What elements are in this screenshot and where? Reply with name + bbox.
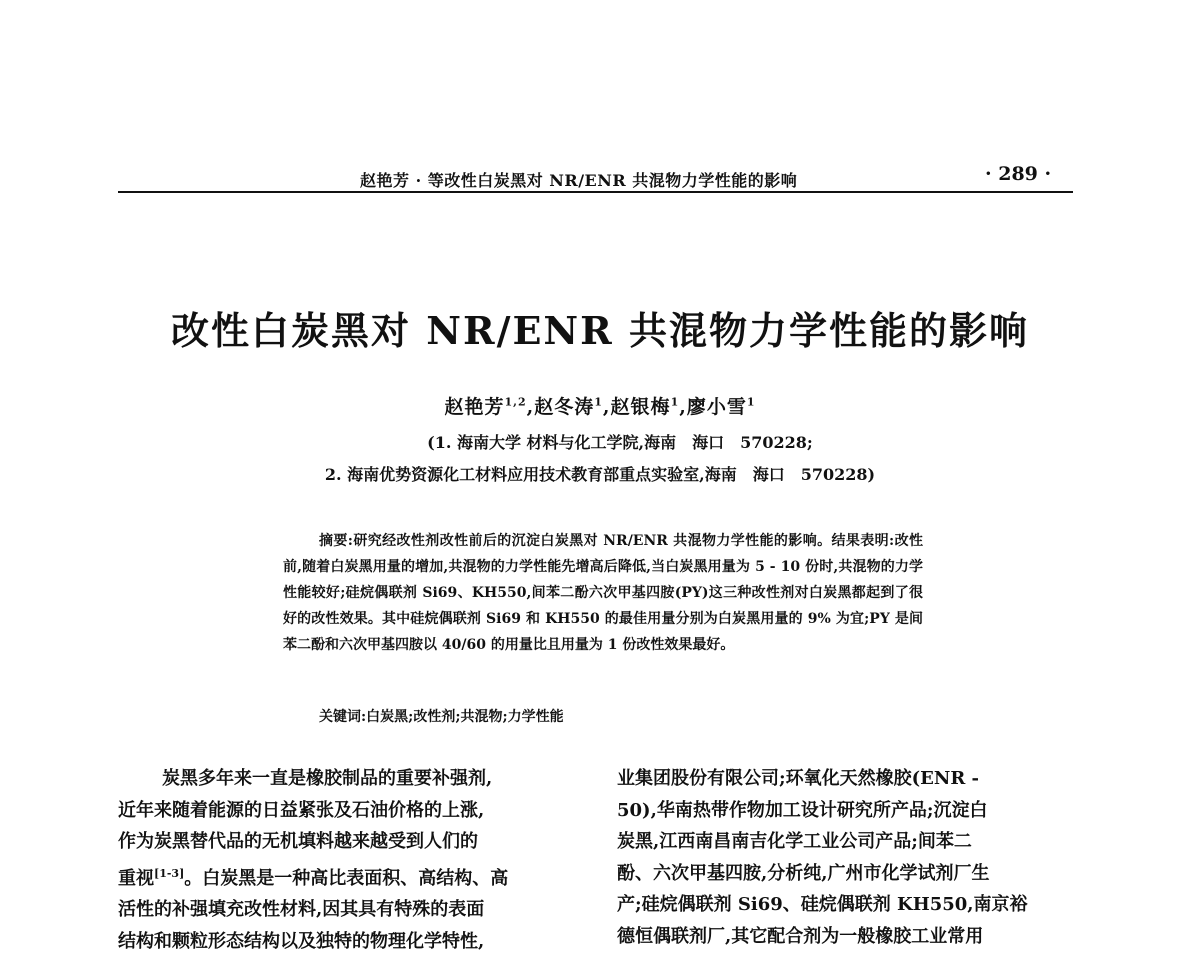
- keywords: 关键词:白炭黑;改性剂;共混物;力学性能: [319, 706, 564, 726]
- author-name: 赵艳芳: [444, 396, 504, 418]
- body-line: 结构和颗粒形态结构以及独特的物理化学特性,: [118, 926, 570, 957]
- body-line: 业集团股份有限公司;环氧化天然橡胶(ENR -: [617, 763, 1069, 795]
- abstract: 摘要:研究经改性剂改性前后的沉淀白炭黑对 NR/ENR 共混物力学性能的影响。结果表明:改性前,随着白炭黑用量的增加,共混物的力学性能先增高后降低,当白炭黑用量为 5 - 10 份时,共混物的力学性能较好;硅烷偶联剂 Si69、KH550,间苯二酚六次甲基四胺(PY)这三种改性剂对白炭黑都起到了很好的改性效果。其中硅烷偶联剂 Si69 和 KH550 的最佳用量分别为白炭黑用量的 9% 为宜;PY 是间苯二酚和六次甲基四胺以 40/60 的用量比且用量为 1 份改性效果最好。: [283, 528, 923, 658]
- header-rule: [118, 191, 1073, 193]
- body-text: 重视: [118, 868, 154, 889]
- page-number: · 289 ·: [985, 163, 1051, 185]
- affiliation-1: (1. 海南大学 材料与化工学院,海南 海口 570228;: [20, 430, 1200, 453]
- body-line: [118, 858, 570, 895]
- body-line: 产;硅烷偶联剂 Si69、硅烷偶联剂 KH550,南京裕: [617, 889, 1069, 921]
- running-head: 赵艳芳 · 等改性白炭黑对 NR/ENR 共混物力学性能的影响: [360, 168, 797, 191]
- body-line: 活性的补强填充改性材料,因其具有特殊的表面: [118, 894, 570, 926]
- body-text: 。白炭黑是一种高比表面积、高结构、高: [184, 868, 508, 889]
- body-line: 炭黑多年来一直是橡胶制品的重要补强剂,: [118, 763, 570, 795]
- body-line: 炭黑,江西南昌南吉化学工业公司产品;间苯二: [617, 826, 1069, 858]
- body-line: 德恒偶联剂厂,其它配合剂为一般橡胶工业常用: [617, 921, 1069, 953]
- body-line: 酚、六次甲基四胺,分析纯,广州市化学试剂厂生: [617, 858, 1069, 890]
- author-affil-mark: 1: [671, 396, 680, 409]
- body-line: 作为炭黑替代品的无机填料越来越受到人们的: [118, 826, 570, 858]
- author-name: 赵银梅: [611, 396, 671, 418]
- body-line: 50),华南热带作物加工设计研究所产品;沉淀白: [617, 795, 1069, 827]
- author-name: 廖小雪: [687, 396, 747, 418]
- author-list: 赵艳芳$^{1,2}$,赵冬涛$^1$,赵银梅$^1$,廖小雪$^1$: [0, 392, 1200, 419]
- body-line: 近年来随着能源的日益紧张及石油价格的上涨,: [118, 795, 570, 827]
- author-affil-mark: 1,2: [504, 396, 526, 409]
- author-affil-mark: 1: [594, 396, 603, 409]
- author-affil-mark: 1: [747, 396, 756, 409]
- affiliation-2: 2. 海南优势资源化工材料应用技术教育部重点实验室,海南 海口 570228): [0, 462, 1200, 485]
- body-column-left: [118, 763, 570, 957]
- body-column-right: [617, 763, 1069, 952]
- article-title: 改性白炭黑对 NR/ENR 共混物力学性能的影响: [0, 300, 1200, 355]
- citation: [1-3]: [154, 867, 184, 880]
- author-name: 赵冬涛: [534, 396, 594, 418]
